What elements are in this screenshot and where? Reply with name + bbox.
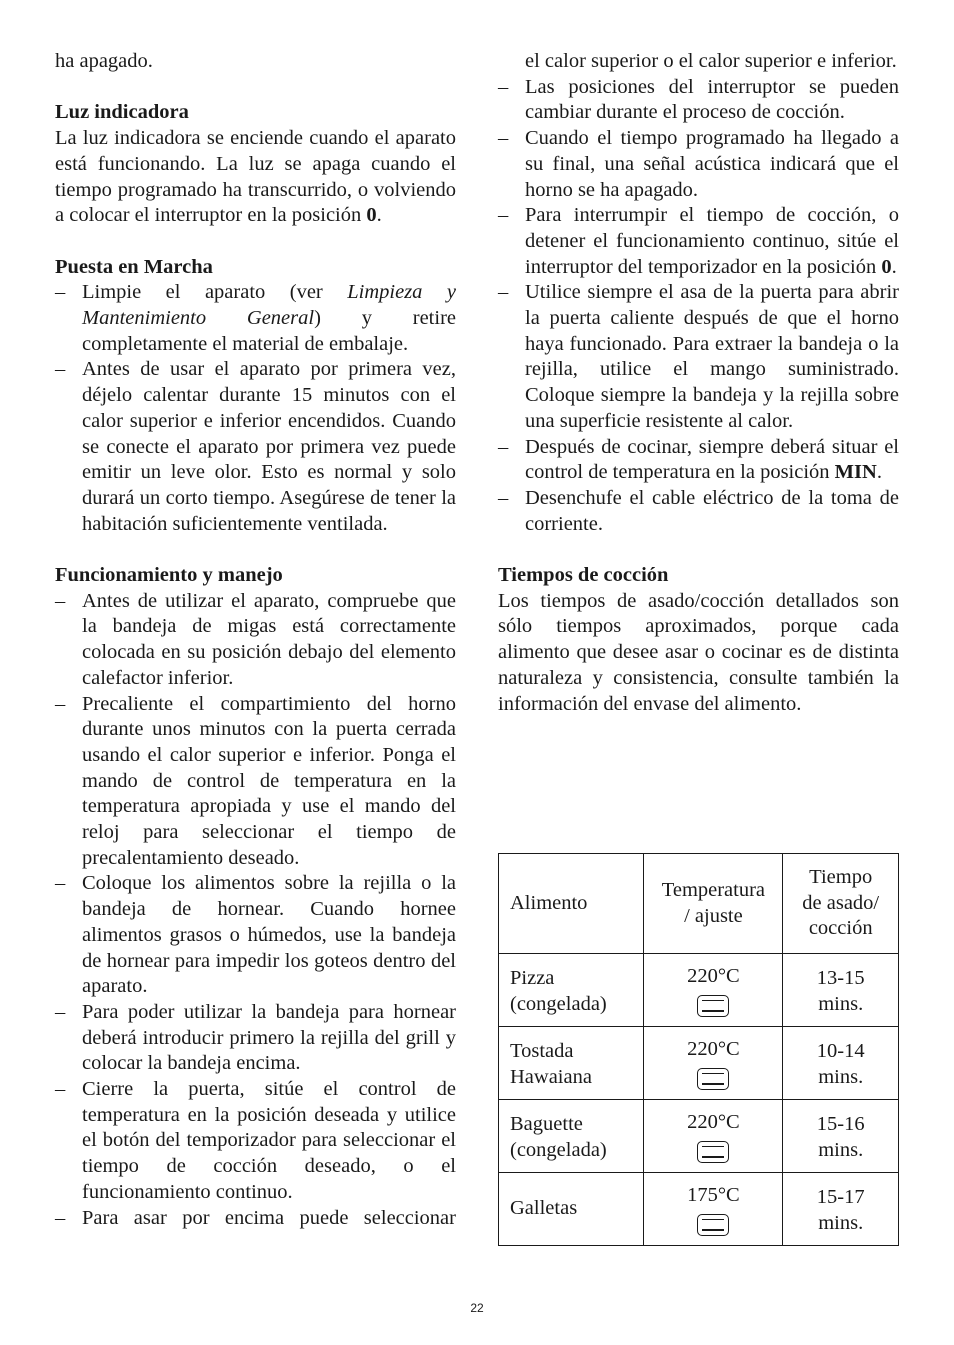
list-item: – Desenchufe el cable eléctrico de la toma de corriente. bbox=[498, 486, 899, 535]
list-item: – Antes de usar el aparato por primera vez, déjelo calentar durante 15 minutos con el calor superior e inferior encendidos. Cuando se conecte el aparato por primera vez puede emitir un leve olor. Esto es normal y solo durará un corto tiempo. Asegúrese de tener la habitación suficientemente ventilada. bbox=[55, 358, 456, 535]
time-cell: 10-14 mins. bbox=[783, 1027, 899, 1100]
table-row bbox=[499, 1027, 899, 1100]
list-item: – Utilice siempre el asa de la puerta para abrir la puerta caliente después de que el horno haya funcionado. Para extraer la bandeja o la rejilla, utilice el mango suministrado. Coloque siempre la bandeja y la rejilla sobre una superficie resistente al calor. bbox=[498, 281, 899, 432]
page-number: 22 bbox=[470, 1301, 484, 1315]
list-item: – Coloque los alimentos sobre la rejilla o la bandeja de hornear. Cuando hornee alimentos grasos o húmedos, use la bandeja de hornear para impedir los goteos dentro del aparato. bbox=[55, 872, 456, 998]
heading-tiempos-de-coccion: Tiempos de cocción bbox=[498, 564, 669, 587]
oven-top-bottom-heat-icon bbox=[697, 1214, 729, 1236]
right-column bbox=[498, 49, 899, 717]
table-row bbox=[499, 954, 899, 1027]
intro-line: ha apagado. bbox=[55, 50, 153, 72]
temperature-cell: 220°C bbox=[644, 1100, 783, 1173]
left-column bbox=[55, 49, 456, 1231]
temperature-cell: 175°C bbox=[644, 1173, 783, 1246]
temperature-cell: 220°C bbox=[644, 954, 783, 1027]
tiempos-paragraph: Los tiempos de asado/cocción detallados son sólo tiempos aproximados, porque cada alimento que desee asar o cocinar es de distinta naturaleza y consistencia, consulte también la información del envase del alimento. bbox=[498, 589, 899, 715]
list-item: – Para interrumpir el tiempo de cocción, o detener el funcionamiento continuo, sitúe el interruptor del temporizador en la posición 0. bbox=[498, 204, 899, 278]
list-item: – Limpie el aparato (ver Limpieza y Mantenimiento General) y retire completamente el material de embalaje. bbox=[55, 281, 457, 355]
time-cell: 15-16 mins. bbox=[783, 1100, 899, 1173]
list-item: – Cierre la puerta, sitúe el control de temperatura en la posición deseada y utilice el botón del temporizador para seleccionar el tiempo de cocción deseado, o el funcionamiento continuo. bbox=[55, 1078, 456, 1203]
heading-luz-indicadora: Luz indicadora bbox=[55, 101, 189, 124]
header-alimento: Alimento bbox=[499, 854, 644, 954]
heading-funcionamiento: Funcionamiento y manejo bbox=[55, 564, 283, 587]
table-header-row bbox=[499, 854, 899, 954]
list-item: – Cuando el tiempo programado ha llegado a su final, una señal acústica indicará que el horno se ha apagado. bbox=[498, 127, 899, 201]
food-cell: Tostada Hawaiana bbox=[499, 1027, 644, 1100]
oven-top-bottom-heat-icon bbox=[697, 1141, 729, 1163]
food-cell: Pizza (congelada) bbox=[499, 954, 644, 1027]
time-cell: 15-17 mins. bbox=[783, 1173, 899, 1246]
heading-puesta-en-marcha: Puesta en Marcha bbox=[55, 255, 213, 278]
list-item: – Las posiciones del interruptor se pueden cambiar durante el proceso de cocción. bbox=[498, 75, 899, 124]
food-cell: Galletas bbox=[499, 1173, 644, 1246]
list-item: – Antes de utilizar el aparato, compruebe que la bandeja de migas está correctamente colocada en su posición debajo del elemento calefactor inferior. bbox=[55, 589, 456, 689]
luz-paragraph: La luz indicadora se enciende cuando el aparato está funcionando. La luz se apaga cuando el tiempo programado ha transcurrido, o volviendo a colocar el interruptor en la posición 0. bbox=[55, 127, 456, 227]
list-item: – Precaliente el compartimiento del horno durante unos minutos con la puerta cerrada usando el calor superior e inferior. Ponga el mando de control de temperatura en la temperatura apropiada y use el mando del reloj para seleccionar el tiempo de precalentamiento deseado. bbox=[55, 692, 456, 869]
cooking-times-table bbox=[498, 853, 899, 1246]
list-item: – Después de cocinar, siempre deberá situar el control de temperatura en la posición MIN. bbox=[498, 435, 899, 484]
continuation-text: el calor superior o el calor superior e inferior. bbox=[525, 50, 897, 72]
time-cell: 13-15 mins. bbox=[783, 954, 899, 1027]
food-cell: Baguette (congelada) bbox=[499, 1100, 644, 1173]
oven-top-bottom-heat-icon bbox=[697, 995, 729, 1017]
header-temperatura: Temperatura / ajuste bbox=[644, 854, 783, 954]
header-tiempo: Tiempo de asado/ cocción bbox=[783, 854, 899, 954]
list-item: – Para poder utilizar la bandeja para hornear deberá introducir primero la rejilla del grill y colocar la bandeja encima. bbox=[55, 1000, 456, 1075]
table-row bbox=[499, 1173, 899, 1246]
list-item: – Para asar por encima puede seleccionar bbox=[55, 1206, 456, 1229]
table-row bbox=[499, 1100, 899, 1173]
oven-top-bottom-heat-icon bbox=[697, 1068, 729, 1090]
temperature-cell: 220°C bbox=[644, 1027, 783, 1100]
